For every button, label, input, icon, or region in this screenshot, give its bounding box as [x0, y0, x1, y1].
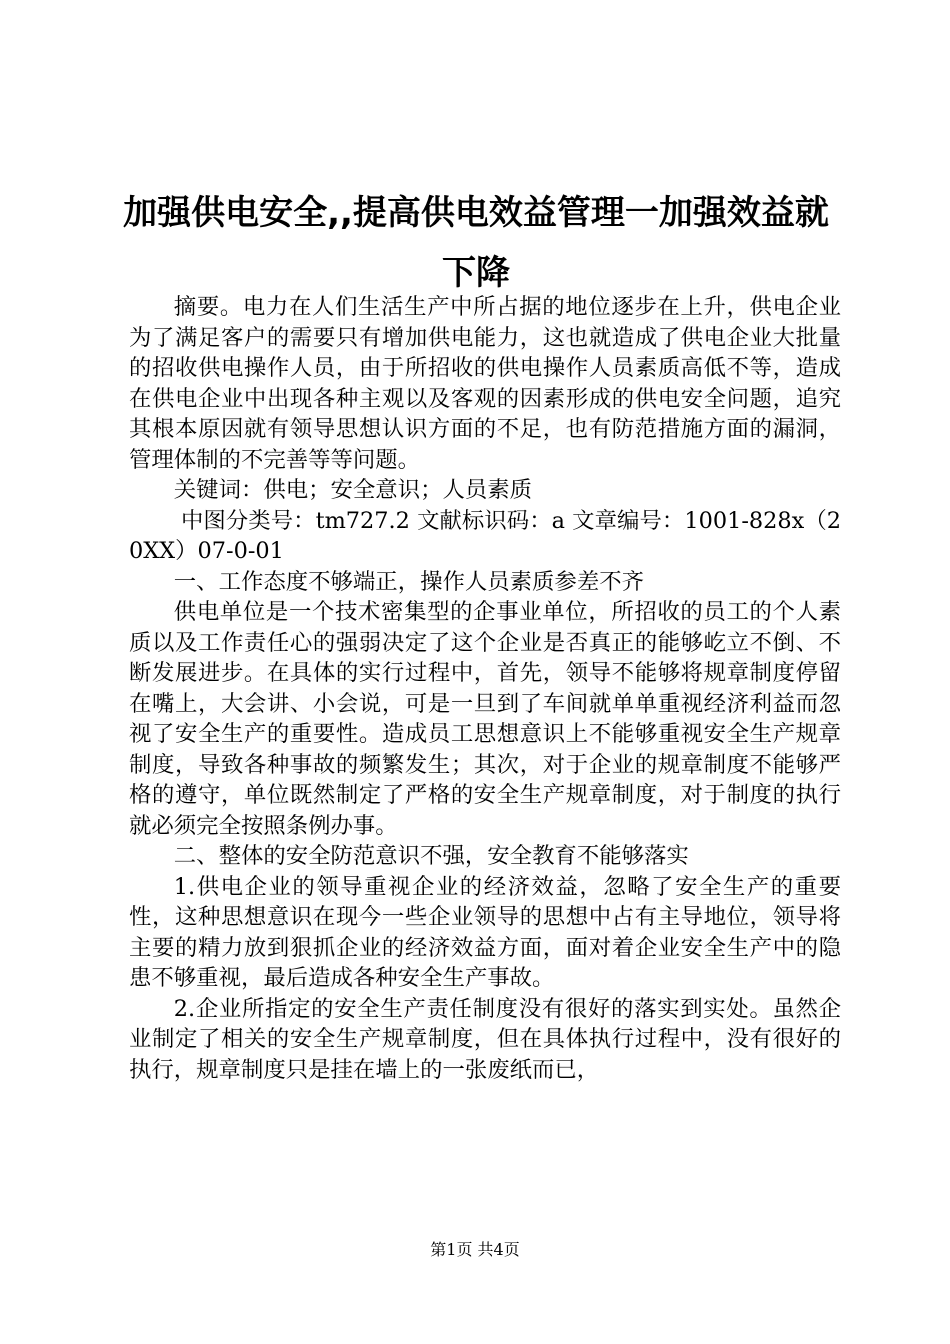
abstract-paragraph: 摘要。电力在人们生活生产中所占据的地位逐步在上升，供电企业为了满足客户的需要只有增加供电能力，这也就造成了供电企业大批量的招收供电操作人员，由于所招收的供电操作人员素质高低不等，造成在供电企业中出现各种主观以及客观的因素形成的供电安全问题，追究其根本原因就有领导思想认识方面的不足，也有防范措施方面的漏洞，管理体制的不完善等等问题。 [129, 294, 841, 473]
section-heading-1: 一、工作态度不够端正，操作人员素质参差不齐 [173, 568, 644, 595]
classification-paragraph: 中图分类号：tm727.2 文献标识码：a 文章编号：1001-828x（20XX）07-0-01 [129, 507, 841, 564]
body-paragraph: 2.企业所指定的安全生产责任制度没有很好的落实到实处。虽然企业制定了相关的安全生产规章制度，但在具体执行过程中，没有很好的执行，规章制度只是挂在墙上的一张废纸而已， [129, 995, 841, 1083]
section-heading-2: 二、整体的安全防范意识不强，安全教育不能够落实 [173, 843, 689, 869]
body-paragraph: 1.供电企业的领导重视企业的经济效益，忽略了安全生产的重要性，这种思想意识在现今一些企业领导的思想中占有主导地位，领导将主要的精力放到狠抓企业的经济效益方面，面对着企业安全生产中的隐患不够重视，最后造成各种安全生产事故。 [129, 873, 841, 991]
document-title: 加强供电安全,,提高供电效益管理一加强效益就下降 [123, 193, 829, 293]
document-body [129, 292, 841, 1085]
keywords-paragraph: 关键词：供电；安全意识；人员素质 [173, 477, 533, 503]
body-paragraph: 供电单位是一个技术密集型的企事业单位，所招收的员工的个人素质以及工作责任心的强弱决定了这个企业是否真正的能够屹立不倒、不断发展进步。在具体的实行过程中，首先，领导不能够将规章制度停留在嘴上，大会讲、小会说，可是一旦到了车间就单单重视经济利益而忽视了安全生产的重要性。造成员工思想意识上不能够重视安全生产规章制度，导致各种事故的频繁发生；其次，对于企业的规章制度不能够严格的遵守，单位既然制定了严格的安全生产规章制度，对于制度的执行就必须完全按照条例办事。 [129, 599, 841, 839]
page-footer: 第1页 共4页 [430, 1240, 520, 1259]
